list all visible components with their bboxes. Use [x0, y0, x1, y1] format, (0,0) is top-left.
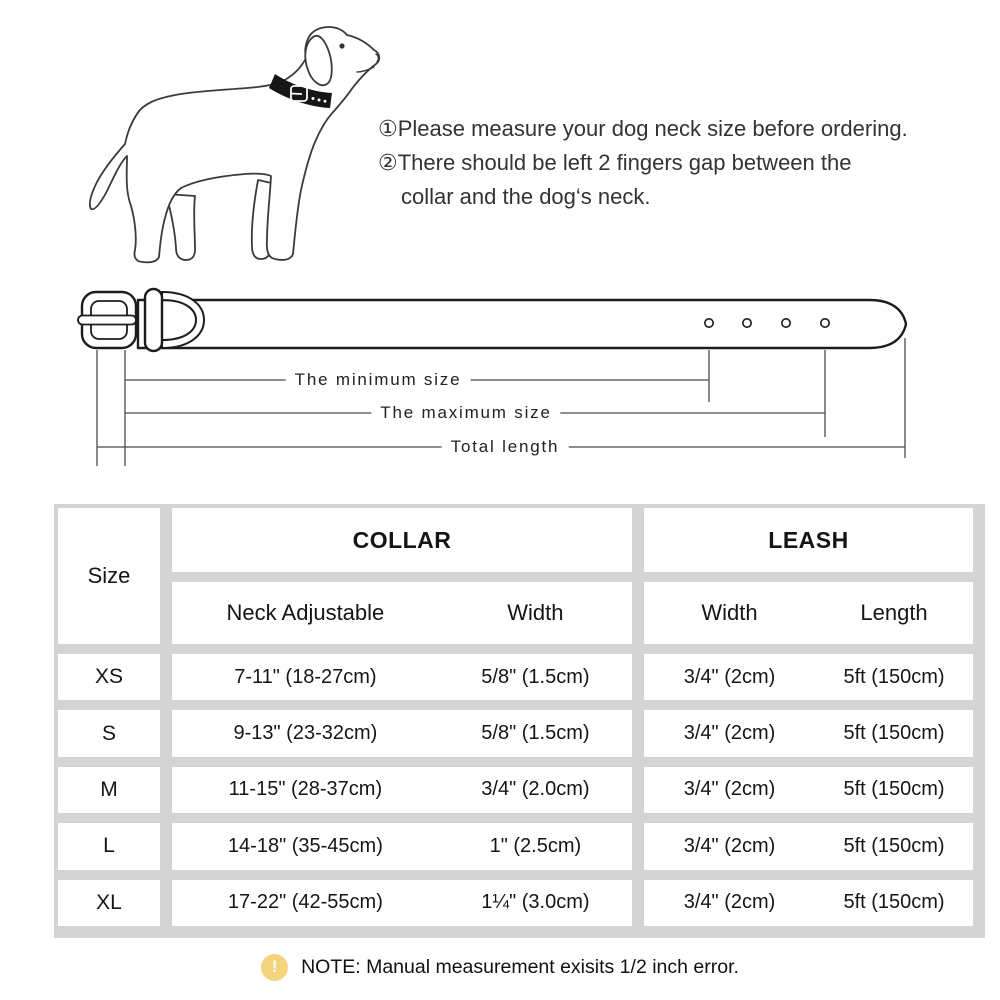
dog-eye: [339, 43, 344, 48]
leash-width-value: 3/4" (2cm): [683, 722, 776, 745]
leash-width-value: 3/4" (2cm): [683, 665, 776, 688]
leash-cell: [644, 654, 973, 700]
maximum-size-label: The maximum size: [371, 403, 560, 423]
neck-adjustable-header: Neck Adjustable: [226, 600, 385, 625]
size-column-header: Size: [58, 508, 160, 644]
leash-length-value: 5ft (150cm): [843, 834, 945, 857]
instruction-line-3: collar and the dog‘s neck.: [401, 184, 651, 209]
collar-subheader-row: [172, 582, 632, 644]
size-table: [54, 504, 985, 938]
size-cell: XS: [58, 654, 160, 700]
leash-length-value: 5ft (150cm): [843, 665, 945, 688]
leash-width-value: 3/4" (2cm): [683, 834, 776, 857]
collar-width-value: 5/8" (1.5cm): [481, 665, 590, 688]
collar-cell: [172, 823, 632, 869]
neck-value: 14-18" (35-45cm): [227, 834, 383, 857]
collar-width-value: 5/8" (1.5cm): [481, 722, 590, 745]
note: [0, 949, 1000, 985]
neck-value: 11-15" (28-37cm): [228, 778, 383, 801]
collar-width-header: Width: [507, 600, 564, 625]
belt-keeper: [145, 289, 162, 351]
leash-width-value: 3/4" (2cm): [683, 891, 776, 914]
size-cell: S: [58, 710, 160, 756]
neck-value: 9-13" (23-32cm): [233, 722, 378, 745]
collar-header: COLLAR: [172, 508, 632, 572]
instruction-line-1: ①Please measure your dog neck size before ordering.: [378, 116, 908, 141]
leash-cell: [644, 710, 973, 756]
leash-length-value: 5ft (150cm): [843, 722, 945, 745]
dog-body-outline: [90, 27, 379, 262]
collar-cell: [172, 654, 632, 700]
leash-cell: [644, 767, 973, 813]
collar-width-value: 1¼" (3.0cm): [481, 891, 590, 914]
dog-illustration: [60, 10, 400, 280]
leash-length-header: Length: [860, 600, 928, 625]
size-cell: XL: [58, 880, 160, 926]
belt-buckle-prong: [78, 316, 136, 325]
minimum-size-label: The minimum size: [286, 370, 471, 390]
exclamation-icon: !: [261, 954, 288, 981]
size-cell: M: [58, 767, 160, 813]
leash-width-value: 3/4" (2cm): [683, 778, 776, 801]
collar-width-value: 1" (2.5cm): [489, 834, 582, 857]
dog-buckle-prong: [291, 94, 302, 95]
collar-cell: [172, 767, 632, 813]
instructions: [378, 112, 968, 214]
collar-cell: [172, 880, 632, 926]
leash-length-value: 5ft (150cm): [843, 778, 945, 801]
neck-value: 7-11" (18-27cm): [234, 665, 377, 688]
collar-width-value: 3/4" (2.0cm): [481, 778, 590, 801]
size-cell: L: [58, 823, 160, 869]
leash-subheader-row: [644, 582, 973, 644]
total-length-label: Total length: [442, 437, 569, 457]
collar-cell: [172, 710, 632, 756]
neck-value: 17-22" (42-55cm): [227, 891, 383, 914]
leash-cell: [644, 823, 973, 869]
leash-length-value: 5ft (150cm): [843, 891, 945, 914]
note-text: NOTE: Manual measurement exisits 1/2 inch error.: [301, 955, 739, 978]
leash-cell: [644, 880, 973, 926]
instruction-line-2: ②There should be left 2 fingers gap between the: [378, 150, 852, 175]
leash-header: LEASH: [644, 508, 973, 572]
leash-width-header: Width: [701, 600, 758, 625]
